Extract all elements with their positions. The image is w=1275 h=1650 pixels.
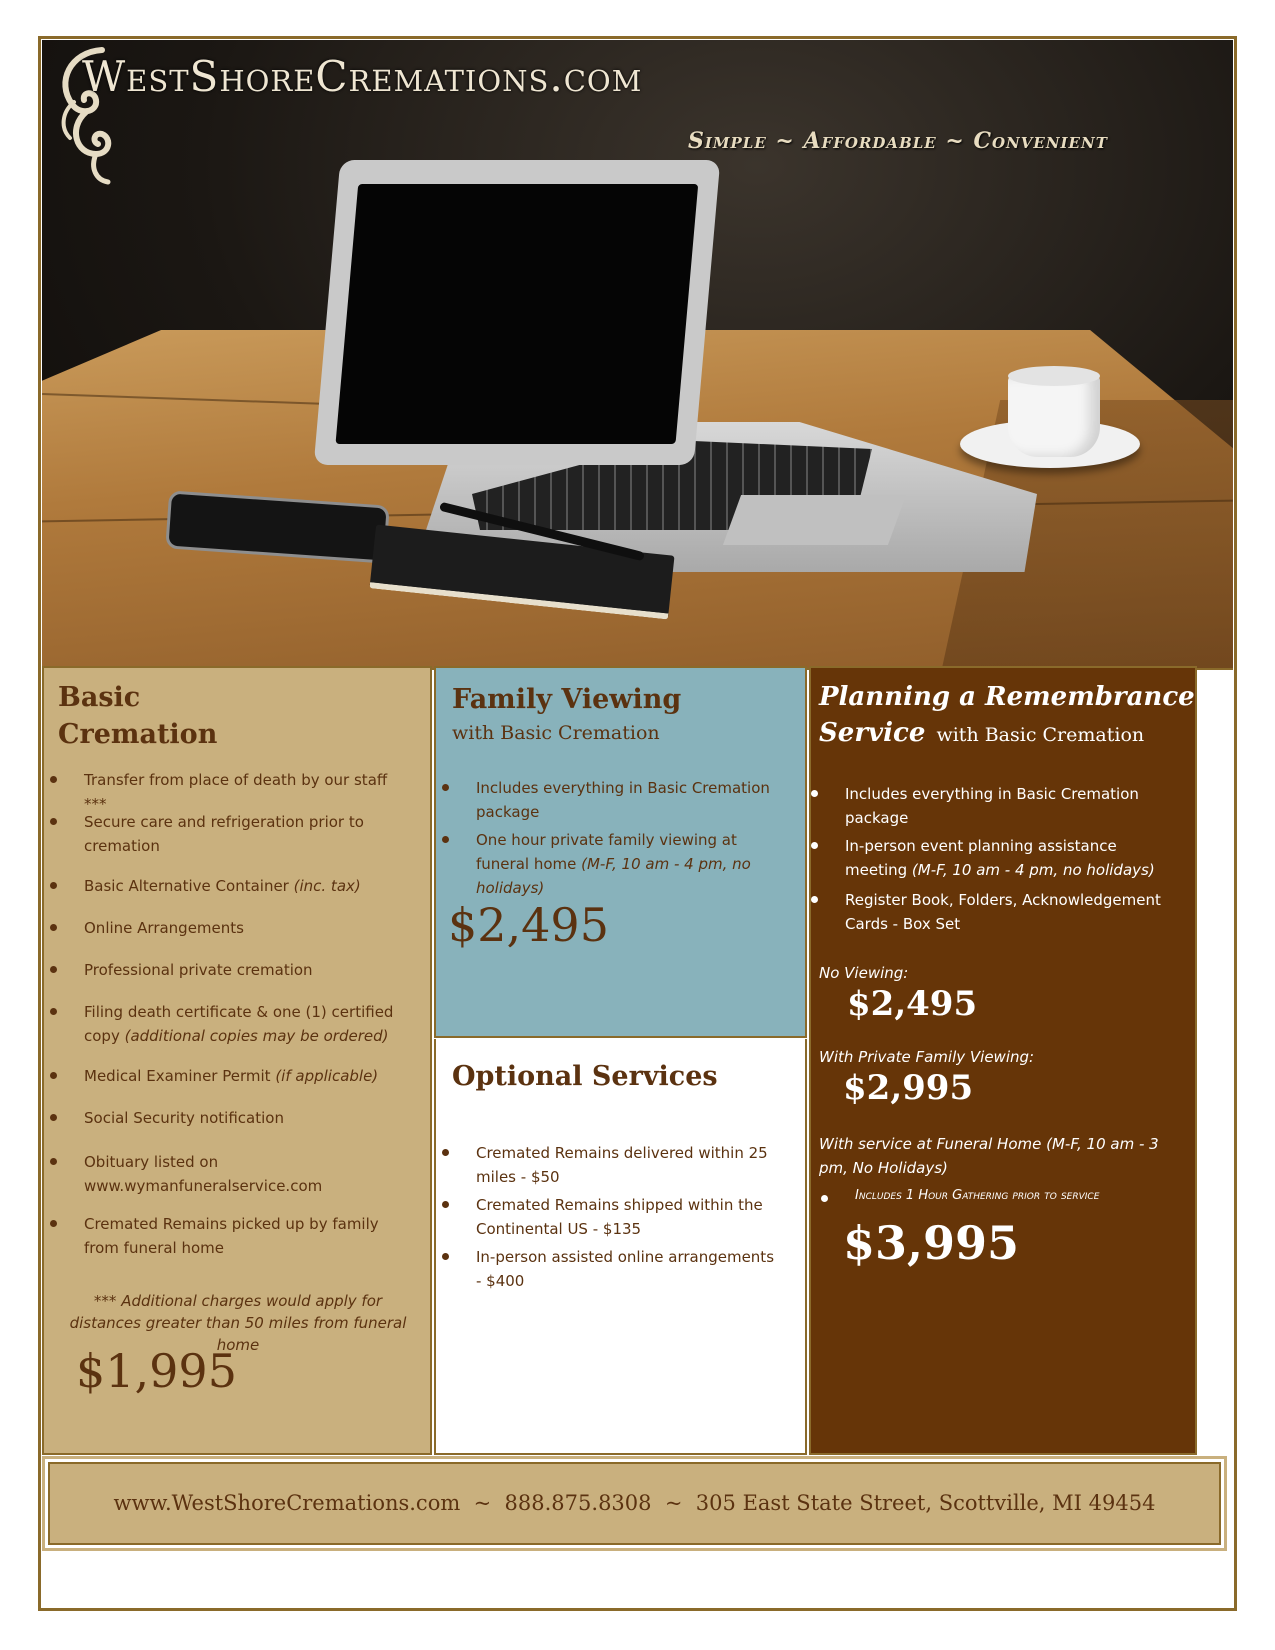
private-viewing-label: With Private Family Viewing: xyxy=(819,1048,1035,1066)
list-item-text: Cremated Remains delivered within 25 miles - $50 xyxy=(476,1144,768,1186)
private-viewing-price: $2,995 xyxy=(843,1068,974,1108)
list-item-note: (additional copies may be ordered) xyxy=(124,1027,389,1045)
list-item xyxy=(84,810,414,858)
list-item xyxy=(845,782,1175,830)
bullet-dot-icon xyxy=(811,790,818,797)
list-item xyxy=(84,1106,414,1130)
laptop-trackpad xyxy=(723,495,906,545)
bullet-dot-icon xyxy=(442,784,449,791)
list-item-text: Cremated Remains shipped within the Continental US - $135 xyxy=(476,1196,763,1238)
list-item-text: Filing death certificate & one (1) certified copy xyxy=(84,1003,394,1045)
list-item xyxy=(84,768,414,816)
footer-contact-text: www.WestShoreCremations.com ~ 888.875.8308 ~ 305 East State Street, Scottville, MI 49454 xyxy=(113,1491,1156,1515)
list-item-text: Includes everything in Basic Cremation package xyxy=(476,779,770,821)
remembrance-title-line1: Planning a Remembrance xyxy=(819,682,1195,712)
list-item-text: Obituary listed on www.wymanfuneralservice.com xyxy=(84,1153,323,1195)
bullet-dot-icon xyxy=(50,1220,57,1227)
list-item xyxy=(476,1141,776,1189)
list-item xyxy=(84,1212,414,1260)
basic-footnote: *** Additional charges would apply for distances greater than 50 miles from funeral home xyxy=(69,1292,407,1354)
list-item-text: In-person event planning assistance meeting xyxy=(845,837,1117,879)
list-item xyxy=(84,1064,414,1088)
list-item-note: (inc. tax) xyxy=(293,877,361,895)
list-item-text: Transfer from place of death by our staff *** xyxy=(84,771,388,813)
bullet-dot-icon xyxy=(442,1253,449,1260)
list-item-text: In-person assisted online arrangements - $400 xyxy=(476,1248,775,1290)
list-item-text: Social Security notification xyxy=(84,1109,284,1127)
list-item-note: (M-F, 10 am - 4 pm, no holidays) xyxy=(911,861,1155,879)
list-item-text: Basic Alternative Container xyxy=(84,877,294,895)
laptop-screen xyxy=(314,160,721,465)
remembrance-title-line2: Service xyxy=(819,718,926,748)
list-item-note: (if applicable) xyxy=(275,1067,379,1085)
bullet-dot-icon xyxy=(50,966,57,973)
basic-title-line2: Cremation xyxy=(58,719,218,750)
coffee-cup xyxy=(1008,375,1100,457)
list-item xyxy=(84,958,414,982)
service-label: With service at Funeral Home (M-F, 10 am - 3 pm, No Holidays) xyxy=(819,1135,1159,1177)
basic-title-line1: Basic xyxy=(58,682,141,713)
list-item-note: (M-F, 10 am - 4 pm, no holidays) xyxy=(476,855,751,897)
tagline: Simple ~ Affordable ~ Convenient xyxy=(688,128,1108,154)
list-item xyxy=(84,874,414,898)
basic-price: $1,995 xyxy=(76,1344,237,1398)
list-item xyxy=(476,776,791,824)
optional-services-panel xyxy=(434,1039,807,1455)
bullet-dot-icon xyxy=(811,842,818,849)
bullet-dot-icon xyxy=(50,1008,57,1015)
bullet-dot-icon xyxy=(50,882,57,889)
list-item xyxy=(84,1150,414,1198)
list-item-text: Cremated Remains picked up by family from funeral home xyxy=(84,1215,379,1257)
bullet-dot-icon xyxy=(50,1072,57,1079)
list-item xyxy=(84,1000,414,1048)
family-title: Family Viewing xyxy=(452,684,682,715)
cup-rim xyxy=(1008,366,1100,386)
bullet-dot-icon xyxy=(50,924,57,931)
remembrance-service-panel xyxy=(809,666,1197,1455)
logo-wordmark: WestShoreCremations.com xyxy=(82,52,643,101)
list-item xyxy=(476,1245,776,1293)
list-item-text: Register Book, Folders, Acknowledgement Cards - Box Set xyxy=(845,891,1161,933)
bullet-dot-icon xyxy=(50,776,57,783)
no-viewing-label: No Viewing: xyxy=(819,964,909,982)
list-item-text: Includes everything in Basic Cremation package xyxy=(845,785,1139,827)
bullet-dot-icon xyxy=(811,896,818,903)
bullet-dot-icon xyxy=(442,1201,449,1208)
list-item-text: Online Arrangements xyxy=(84,919,244,937)
remembrance-subtitle: with Basic Cremation xyxy=(936,724,1145,746)
bullet-dot-icon xyxy=(50,1158,57,1165)
bullet-dot-icon xyxy=(821,1195,828,1202)
optional-title: Optional Services xyxy=(452,1061,718,1092)
remembrance-title-row xyxy=(819,718,1144,748)
list-item xyxy=(476,828,791,900)
basic-cremation-panel xyxy=(42,666,432,1455)
service-price: $3,995 xyxy=(843,1216,1020,1270)
list-item xyxy=(845,888,1175,936)
laptop-glass xyxy=(335,184,698,444)
list-item xyxy=(845,834,1175,882)
family-price: $2,495 xyxy=(448,898,609,952)
list-item xyxy=(84,916,414,940)
bullet-dot-icon xyxy=(442,1149,449,1156)
bullet-dot-icon xyxy=(442,836,449,843)
service-item: Includes 1 Hour Gathering prior to service xyxy=(855,1188,1100,1203)
list-item-text: Secure care and refrigeration prior to cremation xyxy=(84,813,364,855)
family-viewing-panel xyxy=(434,666,807,1038)
family-subtitle: with Basic Cremation xyxy=(452,722,660,744)
list-item xyxy=(476,1193,776,1241)
no-viewing-price: $2,495 xyxy=(847,984,978,1024)
bullet-dot-icon xyxy=(50,1114,57,1121)
list-item-text: Medical Examiner Permit xyxy=(84,1067,276,1085)
bullet-dot-icon xyxy=(50,818,57,825)
list-item-text: One hour private family viewing at funeral home xyxy=(476,831,737,873)
list-item-text: Professional private cremation xyxy=(84,961,313,979)
footer-contact-bar xyxy=(48,1462,1221,1545)
